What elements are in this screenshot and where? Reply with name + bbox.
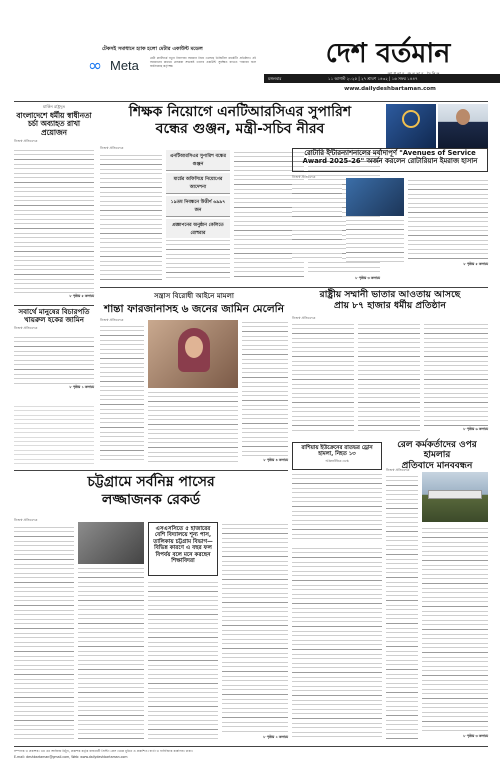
bail-byline: নিজস্ব প্রতিবেদক (100, 318, 124, 322)
left-col-divider-1 (14, 305, 94, 306)
rotary-wheel-icon (402, 110, 420, 128)
award-recipient-photo (438, 104, 488, 148)
ctg-story (14, 474, 288, 744)
recipient-head (456, 109, 470, 125)
masthead-divider (14, 101, 488, 102)
award-plaque-photo (386, 104, 436, 148)
row2-divider (100, 287, 488, 288)
honor-body-col-1 (292, 322, 354, 432)
left-mid-byline: নিজস্ব প্রতিবেদক (14, 326, 38, 331)
drone-story-box (292, 442, 382, 470)
left-mid-story (14, 308, 94, 404)
website-url[interactable]: www.dailydeshbartaman.com (344, 86, 436, 92)
left-mid-headline: সবার্থে মানুষের বিচারপতি খায়রুল হকের জামিন (18, 308, 90, 325)
bail-body-col-2 (148, 390, 238, 464)
drone-byline: আন্তর্জাতিক ডেস্ক (325, 459, 349, 464)
lead-sidebar-item-2: মার্চের অফিসিয়ে নিয়োগের আদেশনা (166, 173, 230, 194)
left-top-story (14, 104, 94, 304)
dateline: ১১ আগস্ট ২০২৫ | ২৭ শ্রাবণ ১৪৩২ | ১৬ সফর ১৪৪৭ (328, 75, 418, 81)
meta-infinity-icon: ∞ (88, 56, 103, 76)
honor-byline: নিজস্ব প্রতিবেদক (292, 316, 316, 320)
drone-body-lower (292, 546, 382, 740)
row3-divider (14, 470, 288, 471)
bail-continued[interactable]: ৮ পৃষ্ঠায় ৪ কলামে (263, 458, 288, 462)
left-mid-continued[interactable]: ৮ পৃষ্ঠায় ১ কলামে (69, 385, 94, 390)
footer-divider (14, 746, 488, 747)
award-photos (386, 104, 488, 148)
ctg-body-col-4 (222, 522, 288, 734)
left-top-kicker: মার্কিন রাষ্ট্রদূত (43, 104, 65, 109)
rail-body-col-1 (386, 474, 418, 740)
award-byline: নিজস্ব প্রতিবেদক (292, 175, 316, 179)
award-headline-box (292, 148, 488, 172)
honor-continued[interactable]: ৮ পৃষ্ঠায় ৬ কলামে (463, 427, 488, 431)
left-top-continued[interactable]: ৮ পৃষ্ঠায় ৫ কলামে (69, 294, 94, 299)
honor-headline-2: প্রায় ৮৭ হাজার ধর্মীয় প্রতিষ্ঠান (334, 299, 446, 311)
left-mid-body (14, 335, 94, 385)
ctg-callout (148, 522, 218, 576)
lead-sidebar (166, 150, 230, 236)
ctg-students-photo (78, 522, 144, 564)
lead-body-col-1 (100, 153, 162, 281)
protest-banner (428, 490, 482, 499)
honor-body-col-2 (358, 322, 420, 432)
rail-continued[interactable]: ৮ পৃষ্ঠায় ৩ কলামে (463, 734, 488, 738)
left-top-headline: বাংলাদেশে ধর্মীয় স্বাধীনতা চর্চা অব্যাহত রাখা প্রয়োজন (16, 111, 92, 137)
honor-headline-1: রাষ্ট্রীয় সম্মানী ভাতার আওতায় আসছে (319, 289, 461, 300)
drone-body (292, 472, 382, 542)
ctg-body-col-3 (148, 580, 218, 739)
date-bar (264, 74, 500, 83)
left-lower-body (14, 404, 94, 466)
rail-body-col-2 (422, 526, 488, 734)
left-top-body (14, 148, 94, 294)
lead-sidebar-item-3: ১৯তম নিবন্ধনে উত্তীর্ণ ৬৯৯৭ জন (166, 196, 230, 217)
ctg-headline-1: চট্টগ্রামে সর্বনিম্ন পাসের (87, 474, 215, 490)
award-headline: রোটারি ইন্টারন্যাশনালের মর্যাদাপূর্ণ "Avenues of Service Award 2025-26" অর্জন করলেন রোটারিয়ান ইমরাজ হাসান (302, 149, 478, 165)
ad-tagline: টেকসই সমাধানে হ্যাক হলো মেটার একাউন্ট মডেল (102, 46, 203, 52)
ctg-callout-text: এসএসসিতে ৫ হাজারের বেশি বিদ্যালয়ে শূন্য পাস, তালিকায় চট্টগ্রাম বিভাগ—বিভিন্ন কারণে এ বছর ফল বিপর্যয় বলে মনে করছেন শিক্ষাবিদরা (153, 526, 213, 565)
rail-byline: নিজস্ব প্রতিবেদক (386, 468, 410, 472)
lead-headline-1: শিক্ষক নিয়োগে এনটিআরসিএর সুপারিশ (128, 104, 352, 120)
meta-logo (88, 54, 148, 80)
bail-story (100, 290, 288, 466)
left-top-byline: নিজস্ব প্রতিবেদক (14, 139, 38, 144)
ad-body: মেটা প্ল্যাটফর্মে নতুন নিরাপত্তা সমাধান নিয়ে এসেছে ডিজিটাল মার্কেটিং প্রতিষ্ঠান। এই সমাধানের মাধ্যমে গ্রাহকরা সহজেই তাদের একাউন্ট সুরক্ষিত রাখতে পারবেন বলে জানিয়েছে কর্তৃপক্ষ। (150, 56, 256, 69)
ctg-byline: নিজস্ব প্রতিবেদক (14, 518, 38, 522)
lead-body-col-2 (166, 238, 230, 281)
subject-face (185, 336, 203, 358)
rail-headline-1: রেল কর্মকর্তাদের ওপর হামলার (397, 440, 477, 461)
lead-continued[interactable]: ৮ পৃষ্ঠায় ৩ কলামে (355, 276, 380, 280)
award-body-col-2 (346, 218, 404, 262)
ctg-body-col-2 (78, 566, 144, 739)
lead-headline-2: বন্ধের গুঞ্জন, মন্ত্রী-সচিব নীরব (155, 121, 325, 138)
drone-headline: রাশিয়ায় ইউক্রেনের রাতভর ড্রোন হামলা, নিহত ১৩ (301, 445, 373, 458)
honor-body-col-3 (424, 322, 488, 426)
meta-brand-label: Meta (110, 58, 139, 73)
bail-headline: শান্তা ফারজানাসহ ৬ জনের জামিন মেলেনি (104, 303, 284, 315)
bail-kicker: সন্ত্রাস বিরোধী আইনে মামলা (154, 292, 234, 300)
top-advertisement (88, 40, 258, 98)
award-body-col-3 (408, 178, 488, 262)
rail-protest-photo (422, 472, 488, 522)
bail-subject-photo (148, 320, 238, 388)
lead-byline: নিজস্ব প্রতিবেদক (100, 146, 124, 150)
footer-contact[interactable]: E-mail: deshbartaman@gmail.com, Web: www.dailydeshbartaman.com (14, 755, 128, 759)
lead-sidebar-item-4: প্রজ্ঞাপনের অনুষ্ঠান কেলিতে রোহুরার (166, 219, 230, 239)
award-body-col-1 (292, 182, 342, 262)
lead-sidebar-item-1: এনটিআরসিএর সুপারিশ বন্ধের গুঞ্জন (166, 150, 230, 171)
footer-imprint: সম্পাদক ও প্রকাশক: এম এম আজিজ মিঠুন, প্রকাশক কর্তৃক রাজধানী প্রিন্টিং প্রেস থেকে মুদ্রিত ও প্রকাশিত। বার্তা ও বাণিজ্যিক কার্যালয়: ঢাকা। (14, 749, 193, 753)
bail-body-col-1 (100, 324, 144, 464)
award-continued[interactable]: ৮ পৃষ্ঠায় ৫ কলামে (463, 262, 488, 266)
ctg-headline-2: লজ্জাজনক রেকর্ড (101, 492, 201, 509)
newspaper-title: দেশ বর্তমান (325, 38, 451, 69)
date-day: মঙ্গলবার (268, 75, 282, 81)
award-event-photo (346, 178, 404, 216)
bail-body-col-3 (242, 320, 288, 458)
ctg-continued[interactable]: ৮ পৃষ্ঠায় ২ কলামে (263, 735, 288, 739)
honor-story (292, 290, 488, 440)
rail-headline-2: প্রতিবাদে মানববন্ধন (401, 460, 473, 471)
ctg-body-col-1 (14, 525, 74, 739)
